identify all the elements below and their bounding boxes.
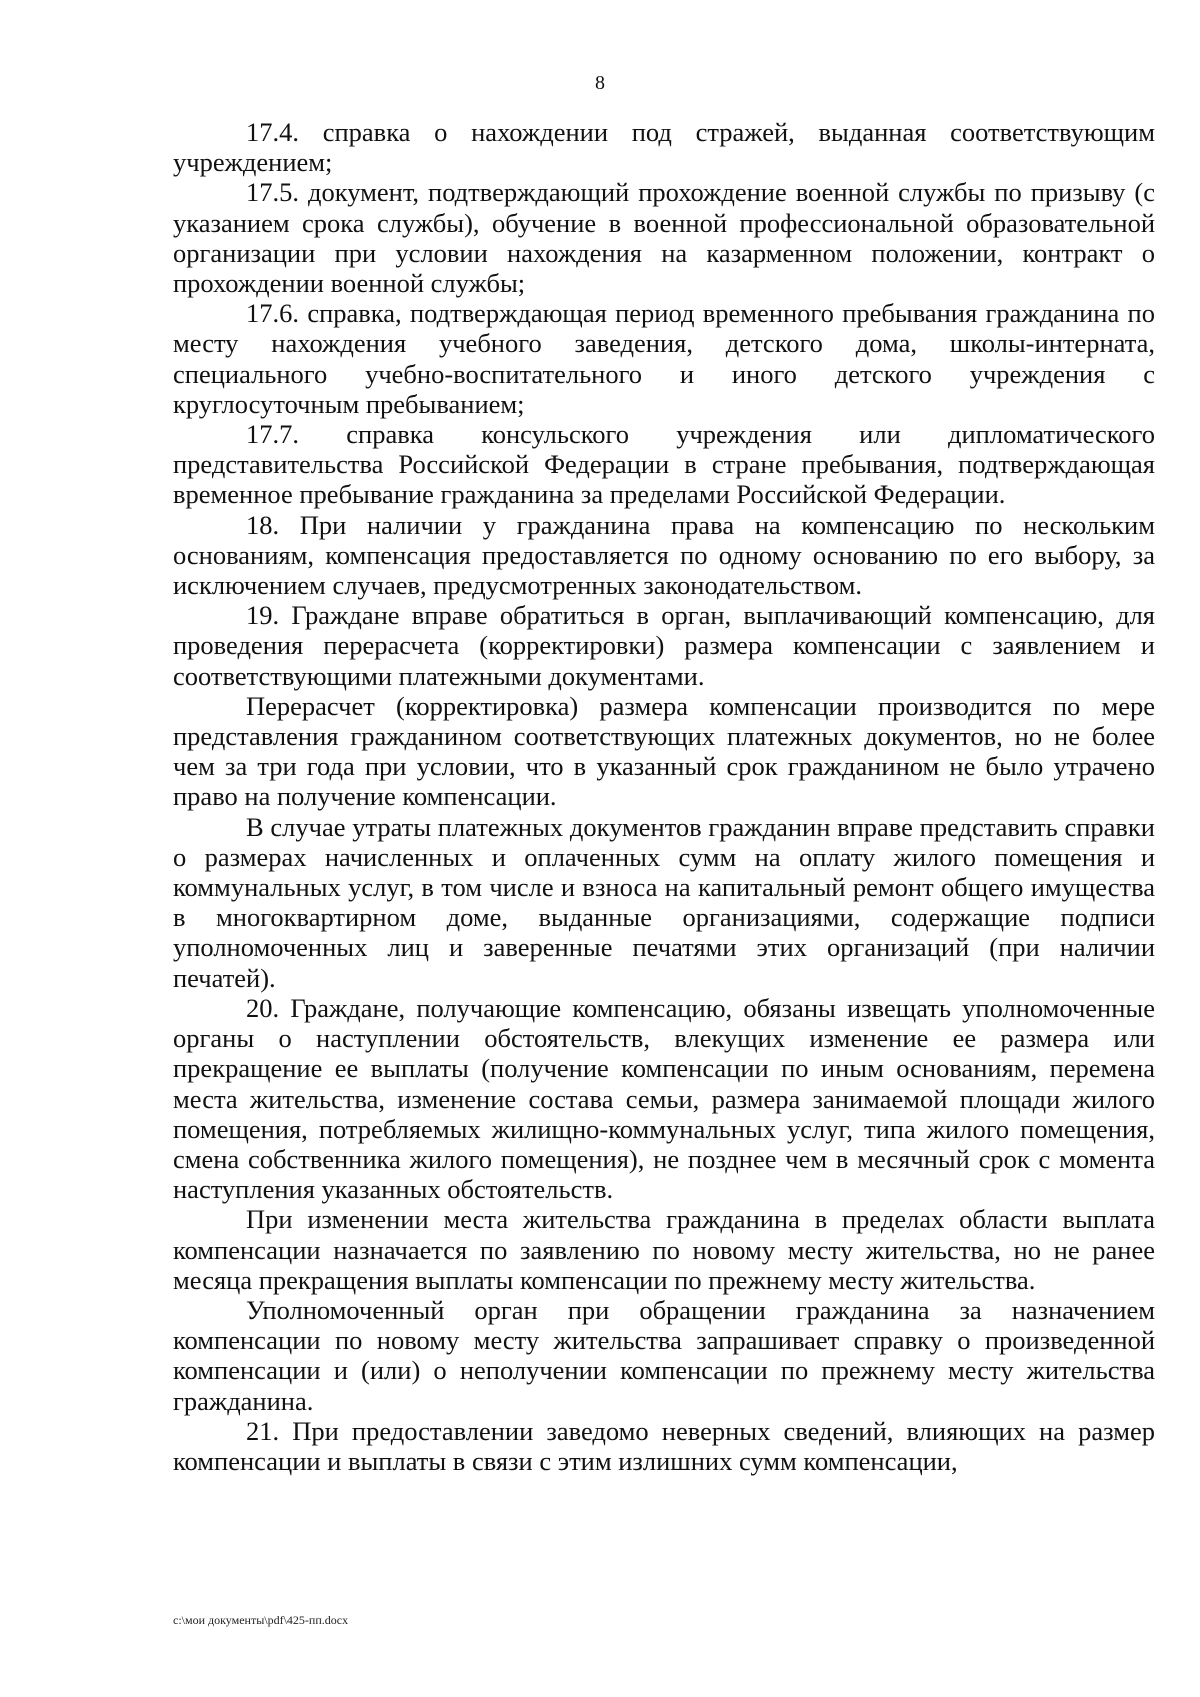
page-number: 8 [595,72,605,94]
paragraph-18: 18. При наличии у гражданина права на компенсацию по нескольким основаниям, компенсация предоставляется по одному основанию по его выбору, за исключением случаев, предусмотренных законодательством. [173,509,1155,601]
paragraph-17-5: 17.5. документ, подтверждающий прохождение военной службы по призыву (с указанием срока службы), обучение в военной профессиональной образовательной организации при условии нахождения на казарменном положении, контракт о прохождении военной службы; [173,177,1155,299]
document-body [173,117,1155,1476]
paragraph-17-7: 17.7. справка консульского учреждения или дипломатического представительства Российской Федерации в стране пребывания, подтверждающая временное пребывание гражданина за пределами Российской Федерации. [173,419,1155,510]
paragraph-17-4: 17.4. справка о нахождении под стражей, выданная соответствующим учреждением; [173,117,1155,178]
paragraph-recalculation: Перерасчет (корректировка) размера компенсации производится по мере представления гражданином соответствующих платежных документов, но не более чем за три года при условии, что в указанный срок гражданином не было утрачено право на получение компенсации. [173,690,1155,812]
paragraph-17-6: 17.6. справка, подтверждающая период временного пребывания гражданина по месту нахождения учебного заведения, детского дома, школы-интерната, специального учебно-воспитательного и иного детского учреждения с круглосуточным пребыванием; [173,298,1155,419]
paragraph-19: 19. Граждане вправе обратиться в орган, выплачивающий компенсацию, для проведения перерасчета (корректировки) размера компенсации с заявлением и соответствующими платежными документами. [173,600,1155,691]
footer-file-path: c:\мои документы\pdf\425-пп.docx [173,1613,349,1627]
paragraph-authorized-body: Уполномоченный орган при обращении гражданина за назначением компенсации по новому месту жительства запрашивает справку о произведенной компенсации и (или) о неполучении компенсации по прежнему месту жительства гражданина. [173,1294,1155,1416]
paragraph-20: 20. Граждане, получающие компенсацию, обязаны извещать уполномоченные органы о наступлении обстоятельств, влекущих изменение ее размера или прекращение ее выплаты (получение компенсации по иным основаниям, перемена места жительства, изменение состава семьи, размера занимаемой площади жилого помещения, потребляемых жилищно-коммунальных услуг, типа жилого помещения, смена собственника жилого помещения), не позднее чем в месячный срок с момента наступления указанных обстоятельств. [173,992,1155,1205]
paragraph-residence-change: При изменении места жительства гражданина в пределах области выплата компенсации назначается по заявлению по новому месту жительства, но не ранее месяца прекращения выплаты компенсации по прежнему месту жительства. [173,1204,1155,1295]
paragraph-21: 21. При предоставлении заведомо неверных сведений, влияющих на размер компенсации и выплаты в связи с этим излишних сумм компенсации, [173,1415,1155,1476]
paragraph-lost-documents: В случае утраты платежных документов гражданин вправе представить справки о размерах начисленных и оплаченных сумм на оплату жилого помещения и коммунальных услуг, в том числе и взноса на капитальный ремонт общего имущества в многоквартирном доме, выданные организациями, содержащие подписи уполномоченных лиц и заверенные печатями этих организаций (при наличии печатей). [173,811,1155,993]
